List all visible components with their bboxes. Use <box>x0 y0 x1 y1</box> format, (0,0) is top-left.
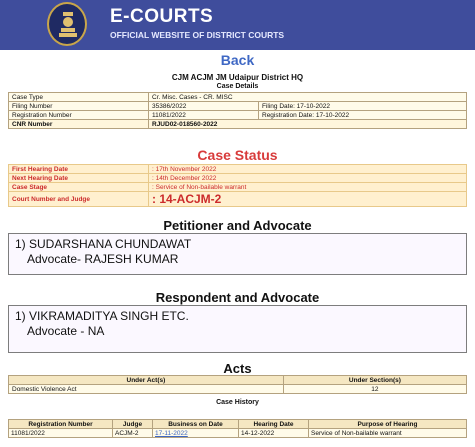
petitioner-title: Petitioner and Advocate <box>163 218 312 233</box>
history-hearing-date: 14-12-2022 <box>239 429 309 438</box>
respondent-title: Respondent and Advocate <box>155 290 320 305</box>
filing-date: Filing Date: 17-10-2022 <box>259 102 467 111</box>
col-business-date: Business on Date <box>153 420 239 429</box>
table-header-row <box>9 420 467 429</box>
first-hearing-label: First Hearing Date <box>9 165 149 174</box>
history-registration-number: 11081/2022 <box>9 429 113 438</box>
col-judge: Judge <box>113 420 153 429</box>
registration-number-value: 11081/2022 <box>149 111 259 120</box>
table-row <box>9 385 467 394</box>
back-link[interactable]: Back <box>220 52 255 68</box>
first-hearing-value: : 17th November 2022 <box>149 165 467 174</box>
case-details-title: Case Details <box>216 83 259 90</box>
court-name: CJM ACJM JM Udaipur District HQ <box>171 73 304 82</box>
table-row <box>9 93 467 102</box>
history-judge: ACJM-2 <box>113 429 153 438</box>
table-row <box>9 429 467 438</box>
acts-title: Acts <box>223 361 252 376</box>
table-row <box>9 120 467 129</box>
table-row <box>9 102 467 111</box>
emblem-icon <box>47 2 87 46</box>
act-name: Domestic Violence Act <box>9 385 284 394</box>
site-header <box>0 0 475 50</box>
table-row <box>9 192 467 207</box>
registration-number-label: Registration Number <box>9 111 149 120</box>
act-section: 12 <box>283 385 466 394</box>
filing-number-value: 35386/2022 <box>149 102 259 111</box>
col-under-section: Under Section(s) <box>283 376 466 385</box>
petitioner-box <box>8 233 467 275</box>
acts-table <box>8 375 467 394</box>
table-row <box>9 174 467 183</box>
table-row <box>9 183 467 192</box>
case-status-table <box>8 164 467 207</box>
next-hearing-label: Next Hearing Date <box>9 174 149 183</box>
history-business-date-link[interactable]: 17-11-2022 <box>153 429 239 438</box>
filing-number-label: Filing Number <box>9 102 149 111</box>
case-history-title: Case History <box>216 399 259 406</box>
respondent-advocate: Advocate - NA <box>27 324 105 338</box>
registration-date: Registration Date: 17-10-2022 <box>259 111 467 120</box>
table-header-row <box>9 376 467 385</box>
case-stage-label: Case Stage <box>9 183 149 192</box>
court-judge-label: Court Number and Judge <box>9 192 149 207</box>
cnr-value: RJUD02-018560-2022 <box>149 120 467 129</box>
next-hearing-value: : 14th December 2022 <box>149 174 467 183</box>
petitioner-advocate: Advocate- RAJESH KUMAR <box>27 252 179 266</box>
cnr-label: CNR Number <box>9 120 149 129</box>
case-type-value: Cr. Misc. Cases - CR. MISC <box>149 93 467 102</box>
petitioner-name: 1) SUDARSHANA CHUNDAWAT <box>15 237 192 251</box>
respondent-box <box>8 305 467 353</box>
respondent-name: 1) VIKRAMADITYA SINGH ETC. <box>15 309 189 323</box>
case-details-table <box>8 92 467 129</box>
col-hearing-date: Hearing Date <box>239 420 309 429</box>
site-title: E-COURTS <box>110 6 214 27</box>
case-type-label: Case Type <box>9 93 149 102</box>
col-under-act: Under Act(s) <box>9 376 284 385</box>
site-subtitle: OFFICIAL WEBSITE OF DISTRICT COURTS <box>110 30 285 40</box>
table-row <box>9 165 467 174</box>
table-row <box>9 111 467 120</box>
court-judge-value: : 14-ACJM-2 <box>149 192 467 207</box>
col-purpose: Purpose of Hearing <box>309 420 467 429</box>
col-registration-number: Registration Number <box>9 420 113 429</box>
case-history-table <box>8 419 467 438</box>
history-purpose: Service of Non-bailable warrant <box>309 429 467 438</box>
case-stage-value: : Service of Non-bailable warrant <box>149 183 467 192</box>
case-status-title: Case Status <box>197 147 278 163</box>
